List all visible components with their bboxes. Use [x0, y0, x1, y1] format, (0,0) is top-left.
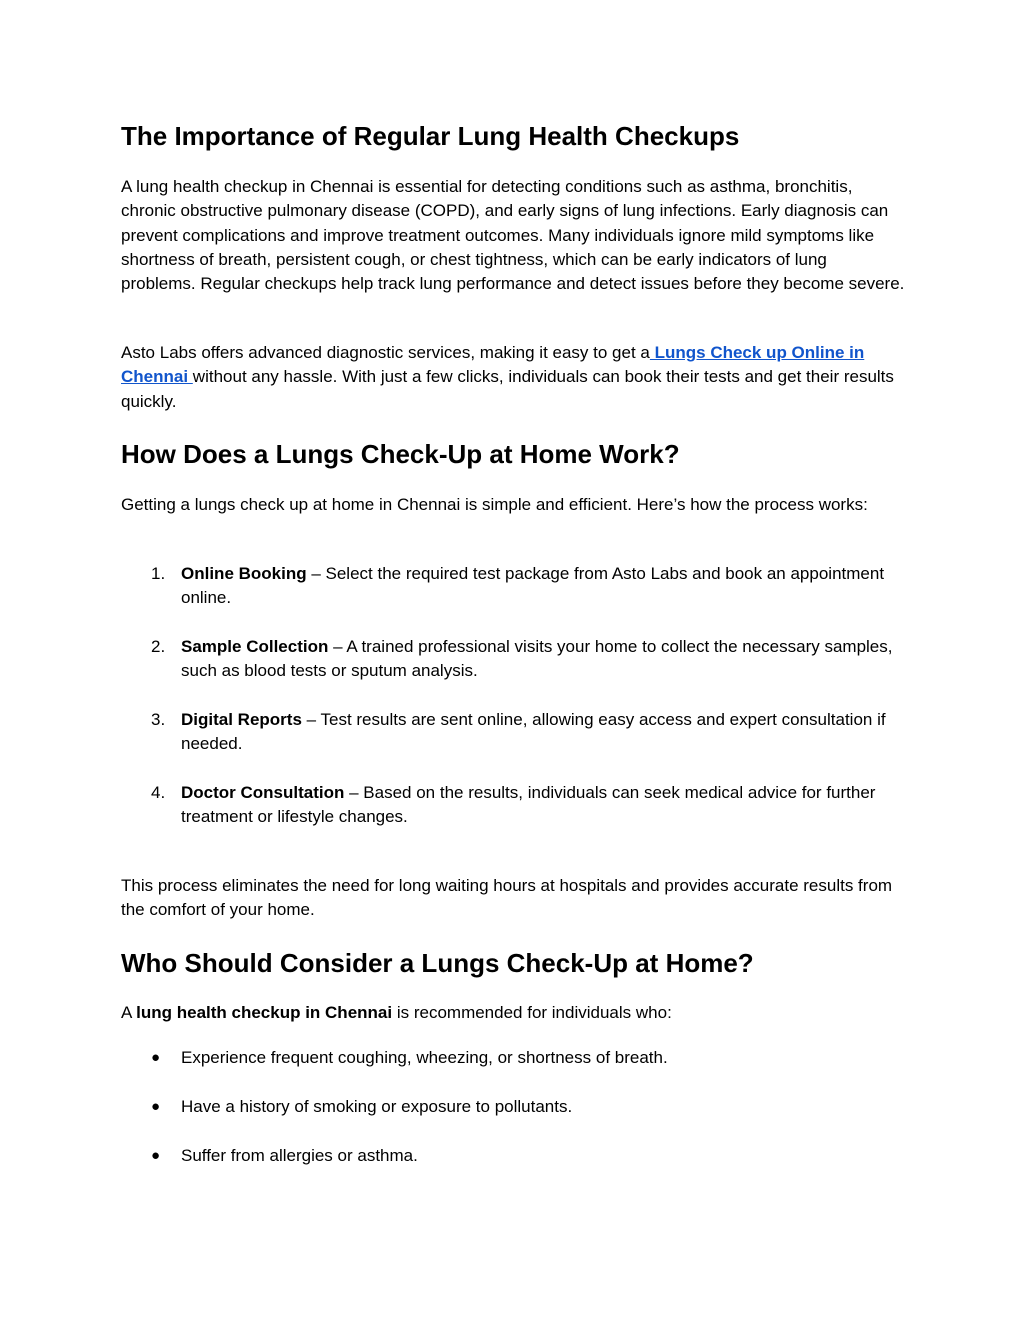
list-item-body	[181, 781, 901, 830]
list-item-body	[181, 562, 901, 611]
list-item-title: Online Booking	[181, 564, 307, 583]
list-item-text: – Test results are sent online, allowing easy access and expert consultation if needed.	[181, 710, 886, 754]
heading-importance: The Importance of Regular Lung Health Checkups	[121, 121, 740, 151]
list-item-number: 1.	[151, 564, 166, 583]
paragraph-asto-labs	[121, 341, 906, 414]
list-item-number: 2.	[151, 637, 166, 656]
list-item-title: Doctor Consultation	[181, 783, 345, 802]
bullet-icon: ●	[151, 1147, 161, 1164]
lungs-check-up-online-link[interactable]: Lungs Check up Online in Chennai	[121, 343, 865, 387]
bullet-icon: ●	[151, 1098, 161, 1115]
who-intro-text-after: is recommended for individuals who:	[392, 1003, 672, 1022]
list-item-text: Have a history of smoking or exposure to pollutants.	[181, 1097, 573, 1116]
paragraph-importance: A lung health checkup in Chennai is essential for detecting conditions such as asthma, bronchitis, chronic obstructive pulmonary disease (COPD), and early signs of lung infections. Early diagnosis can prevent complications and improve treatment outcomes. Many individuals ignore mild symptoms like shortness of breath, persistent cough, or chest tightness, which can be early indicators of lung problems. Regular checkups help track lung performance and detect issues before they become severe.	[121, 177, 905, 294]
list-item-text: Suffer from allergies or asthma.	[181, 1146, 418, 1165]
who-intro-bold: lung health checkup in Chennai	[136, 1003, 393, 1022]
list-item-text: – Based on the results, individuals can seek medical advice for further treatment or lifestyle changes.	[181, 783, 876, 827]
list-item-body	[181, 635, 901, 684]
list-item-body	[181, 708, 901, 757]
paragraph-asto-labs-text-before: Asto Labs offers advanced diagnostic services, making it easy to get a	[121, 343, 650, 362]
bullet-icon: ●	[151, 1049, 161, 1066]
list-item-text: – A trained professional visits your home to collect the necessary samples, such as blood tests or sputum analysis.	[181, 637, 893, 681]
who-intro-text-before: A	[121, 1003, 137, 1022]
paragraph-how-intro: Getting a lungs check up at home in Chennai is simple and efficient. Here’s how the process works:	[121, 495, 868, 514]
list-item-text: Experience frequent coughing, wheezing, or shortness of breath.	[181, 1048, 668, 1067]
heading-who-should-consider: Who Should Consider a Lungs Check-Up at Home?	[121, 948, 754, 978]
list-item-text: – Select the required test package from Asto Labs and book an appointment online.	[181, 564, 885, 608]
paragraph-who-intro	[121, 1001, 906, 1025]
paragraph-asto-labs-text-after: without any hassle. With just a few clicks, individuals can book their tests and get their results quickly.	[121, 367, 894, 411]
list-item-number: 3.	[151, 710, 166, 729]
list-item-number: 4.	[151, 783, 166, 802]
paragraph-process-closing: This process eliminates the need for long waiting hours at hospitals and provides accurate results from the comfort of your home.	[121, 876, 893, 920]
list-item-title: Digital Reports	[181, 710, 302, 729]
heading-how-it-works: How Does a Lungs Check-Up at Home Work?	[121, 439, 680, 469]
list-item-title: Sample Collection	[181, 637, 329, 656]
